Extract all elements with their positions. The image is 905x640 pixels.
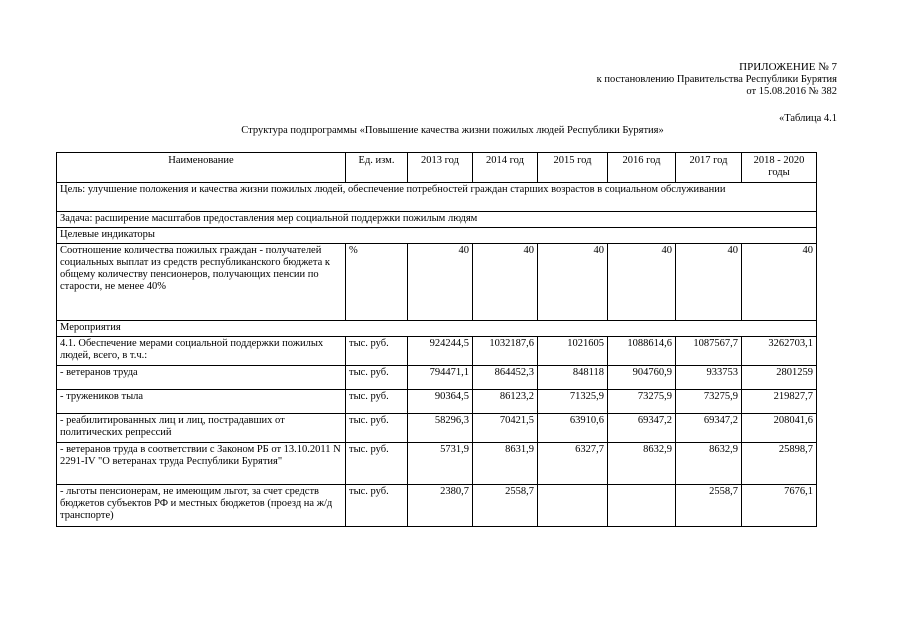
row-name: - реабилитированных лиц и лиц, пострадавших от политических репрессий bbox=[57, 414, 346, 443]
table-row bbox=[57, 366, 817, 390]
row-unit: % bbox=[346, 244, 408, 321]
value-2018-2020: 2801259 bbox=[742, 366, 817, 390]
row-unit: тыс. руб. bbox=[346, 337, 408, 366]
value-2018-2020: 40 bbox=[742, 244, 817, 321]
value-2015: 6327,7 bbox=[538, 443, 608, 485]
value-2015: 63910,6 bbox=[538, 414, 608, 443]
row-unit: тыс. руб. bbox=[346, 390, 408, 414]
goal-row bbox=[57, 183, 817, 212]
value-2018-2020: 3262703,1 bbox=[742, 337, 817, 366]
value-2013: 40 bbox=[408, 244, 473, 321]
task-row bbox=[57, 212, 817, 228]
value-2016: 40 bbox=[608, 244, 676, 321]
value-2016 bbox=[608, 485, 676, 527]
task-text: Задача: расширение масштабов предоставления мер социальной поддержки пожилым людям bbox=[57, 212, 817, 228]
indicators-header: Целевые индикаторы bbox=[57, 228, 817, 244]
row-unit: тыс. руб. bbox=[346, 443, 408, 485]
row-name: - ветеранов труда bbox=[57, 366, 346, 390]
table-row bbox=[57, 337, 817, 366]
value-2015: 40 bbox=[538, 244, 608, 321]
value-2015: 848118 bbox=[538, 366, 608, 390]
value-2016: 8632,9 bbox=[608, 443, 676, 485]
value-2013: 5731,9 bbox=[408, 443, 473, 485]
value-2018-2020: 7676,1 bbox=[742, 485, 817, 527]
column-header-2016: 2016 год bbox=[608, 153, 676, 183]
value-2013: 2380,7 bbox=[408, 485, 473, 527]
value-2015 bbox=[538, 485, 608, 527]
column-header-unit: Ед. изм. bbox=[346, 153, 408, 183]
column-header-2017: 2017 год bbox=[676, 153, 742, 183]
table-reference: «Таблица 4.1 bbox=[778, 113, 837, 124]
events-header-row bbox=[57, 321, 817, 337]
value-2014: 2558,7 bbox=[473, 485, 538, 527]
value-2014: 86123,2 bbox=[473, 390, 538, 414]
value-2017: 73275,9 bbox=[676, 390, 742, 414]
events-header: Мероприятия bbox=[57, 321, 817, 337]
row-name: - ветеранов труда в соответствии с Законом РБ от 13.10.2011 N 2291-IV "О ветеранах труда Республики Бурятия" bbox=[57, 443, 346, 485]
value-2016: 69347,2 bbox=[608, 414, 676, 443]
value-2013: 90364,5 bbox=[408, 390, 473, 414]
value-2016: 73275,9 bbox=[608, 390, 676, 414]
value-2015: 1021605 bbox=[538, 337, 608, 366]
value-2013: 924244,5 bbox=[408, 337, 473, 366]
row-unit: тыс. руб. bbox=[346, 366, 408, 390]
value-2018-2020: 25898,7 bbox=[742, 443, 817, 485]
table-row bbox=[57, 485, 817, 527]
value-2017: 2558,7 bbox=[676, 485, 742, 527]
value-2018-2020: 219827,7 bbox=[742, 390, 817, 414]
value-2017: 1087567,7 bbox=[676, 337, 742, 366]
column-header-2015: 2015 год bbox=[538, 153, 608, 183]
row-unit: тыс. руб. bbox=[346, 414, 408, 443]
column-header-name: Наименование bbox=[57, 153, 346, 183]
value-2013: 794471,1 bbox=[408, 366, 473, 390]
value-2017: 8632,9 bbox=[676, 443, 742, 485]
row-name: 4.1. Обеспечение мерами социальной поддержки пожилых людей, всего, в т.ч.: bbox=[57, 337, 346, 366]
table-row bbox=[57, 414, 817, 443]
value-2014: 8631,9 bbox=[473, 443, 538, 485]
value-2014: 864452,3 bbox=[473, 366, 538, 390]
value-2015: 71325,9 bbox=[538, 390, 608, 414]
table-header-row bbox=[57, 153, 817, 183]
goal-text: Цель: улучшение положения и качества жизни пожилых людей, обеспечение потребностей граждан старших возрастов в социальном обслуживании bbox=[57, 183, 817, 212]
value-2014: 40 bbox=[473, 244, 538, 321]
value-2017: 40 bbox=[676, 244, 742, 321]
row-name: Соотношение количества пожилых граждан - получателей социальных выплат из средств республиканского бюджета к общему количеству пенсионеров, получающих пенсии по старости, не менее 40% bbox=[57, 244, 346, 321]
row-name: - тружеников тыла bbox=[57, 390, 346, 414]
value-2014: 70421,5 bbox=[473, 414, 538, 443]
column-header-2014: 2014 год bbox=[473, 153, 538, 183]
indicators-header-row bbox=[57, 228, 817, 244]
table-row bbox=[57, 443, 817, 485]
row-unit: тыс. руб. bbox=[346, 485, 408, 527]
value-2014: 1032187,6 bbox=[473, 337, 538, 366]
row-name: - льготы пенсионерам, не имеющим льгот, за счет средств бюджетов субъектов РФ и местных бюджетов (проезд на ж/д транспорте) bbox=[57, 485, 346, 527]
value-2016: 1088614,6 bbox=[608, 337, 676, 366]
document-header bbox=[597, 61, 837, 99]
subprogram-structure-table bbox=[56, 152, 817, 527]
table-row bbox=[57, 244, 817, 321]
document-title: Структура подпрограммы «Повышение качества жизни пожилых людей Республики Бурятия» bbox=[241, 125, 664, 136]
column-header-2013: 2013 год bbox=[408, 153, 473, 183]
value-2017: 69347,2 bbox=[676, 414, 742, 443]
decree-line-2: от 15.08.2016 № 382 bbox=[746, 86, 837, 97]
appendix-label: ПРИЛОЖЕНИЕ № 7 bbox=[739, 61, 837, 73]
column-header-2018-2020: 2018 - 2020 годы bbox=[742, 153, 817, 183]
value-2017: 933753 bbox=[676, 366, 742, 390]
value-2016: 904760,9 bbox=[608, 366, 676, 390]
decree-line-1: к постановлению Правительства Республики Бурятия bbox=[596, 73, 837, 85]
table-row bbox=[57, 390, 817, 414]
value-2018-2020: 208041,6 bbox=[742, 414, 817, 443]
value-2013: 58296,3 bbox=[408, 414, 473, 443]
